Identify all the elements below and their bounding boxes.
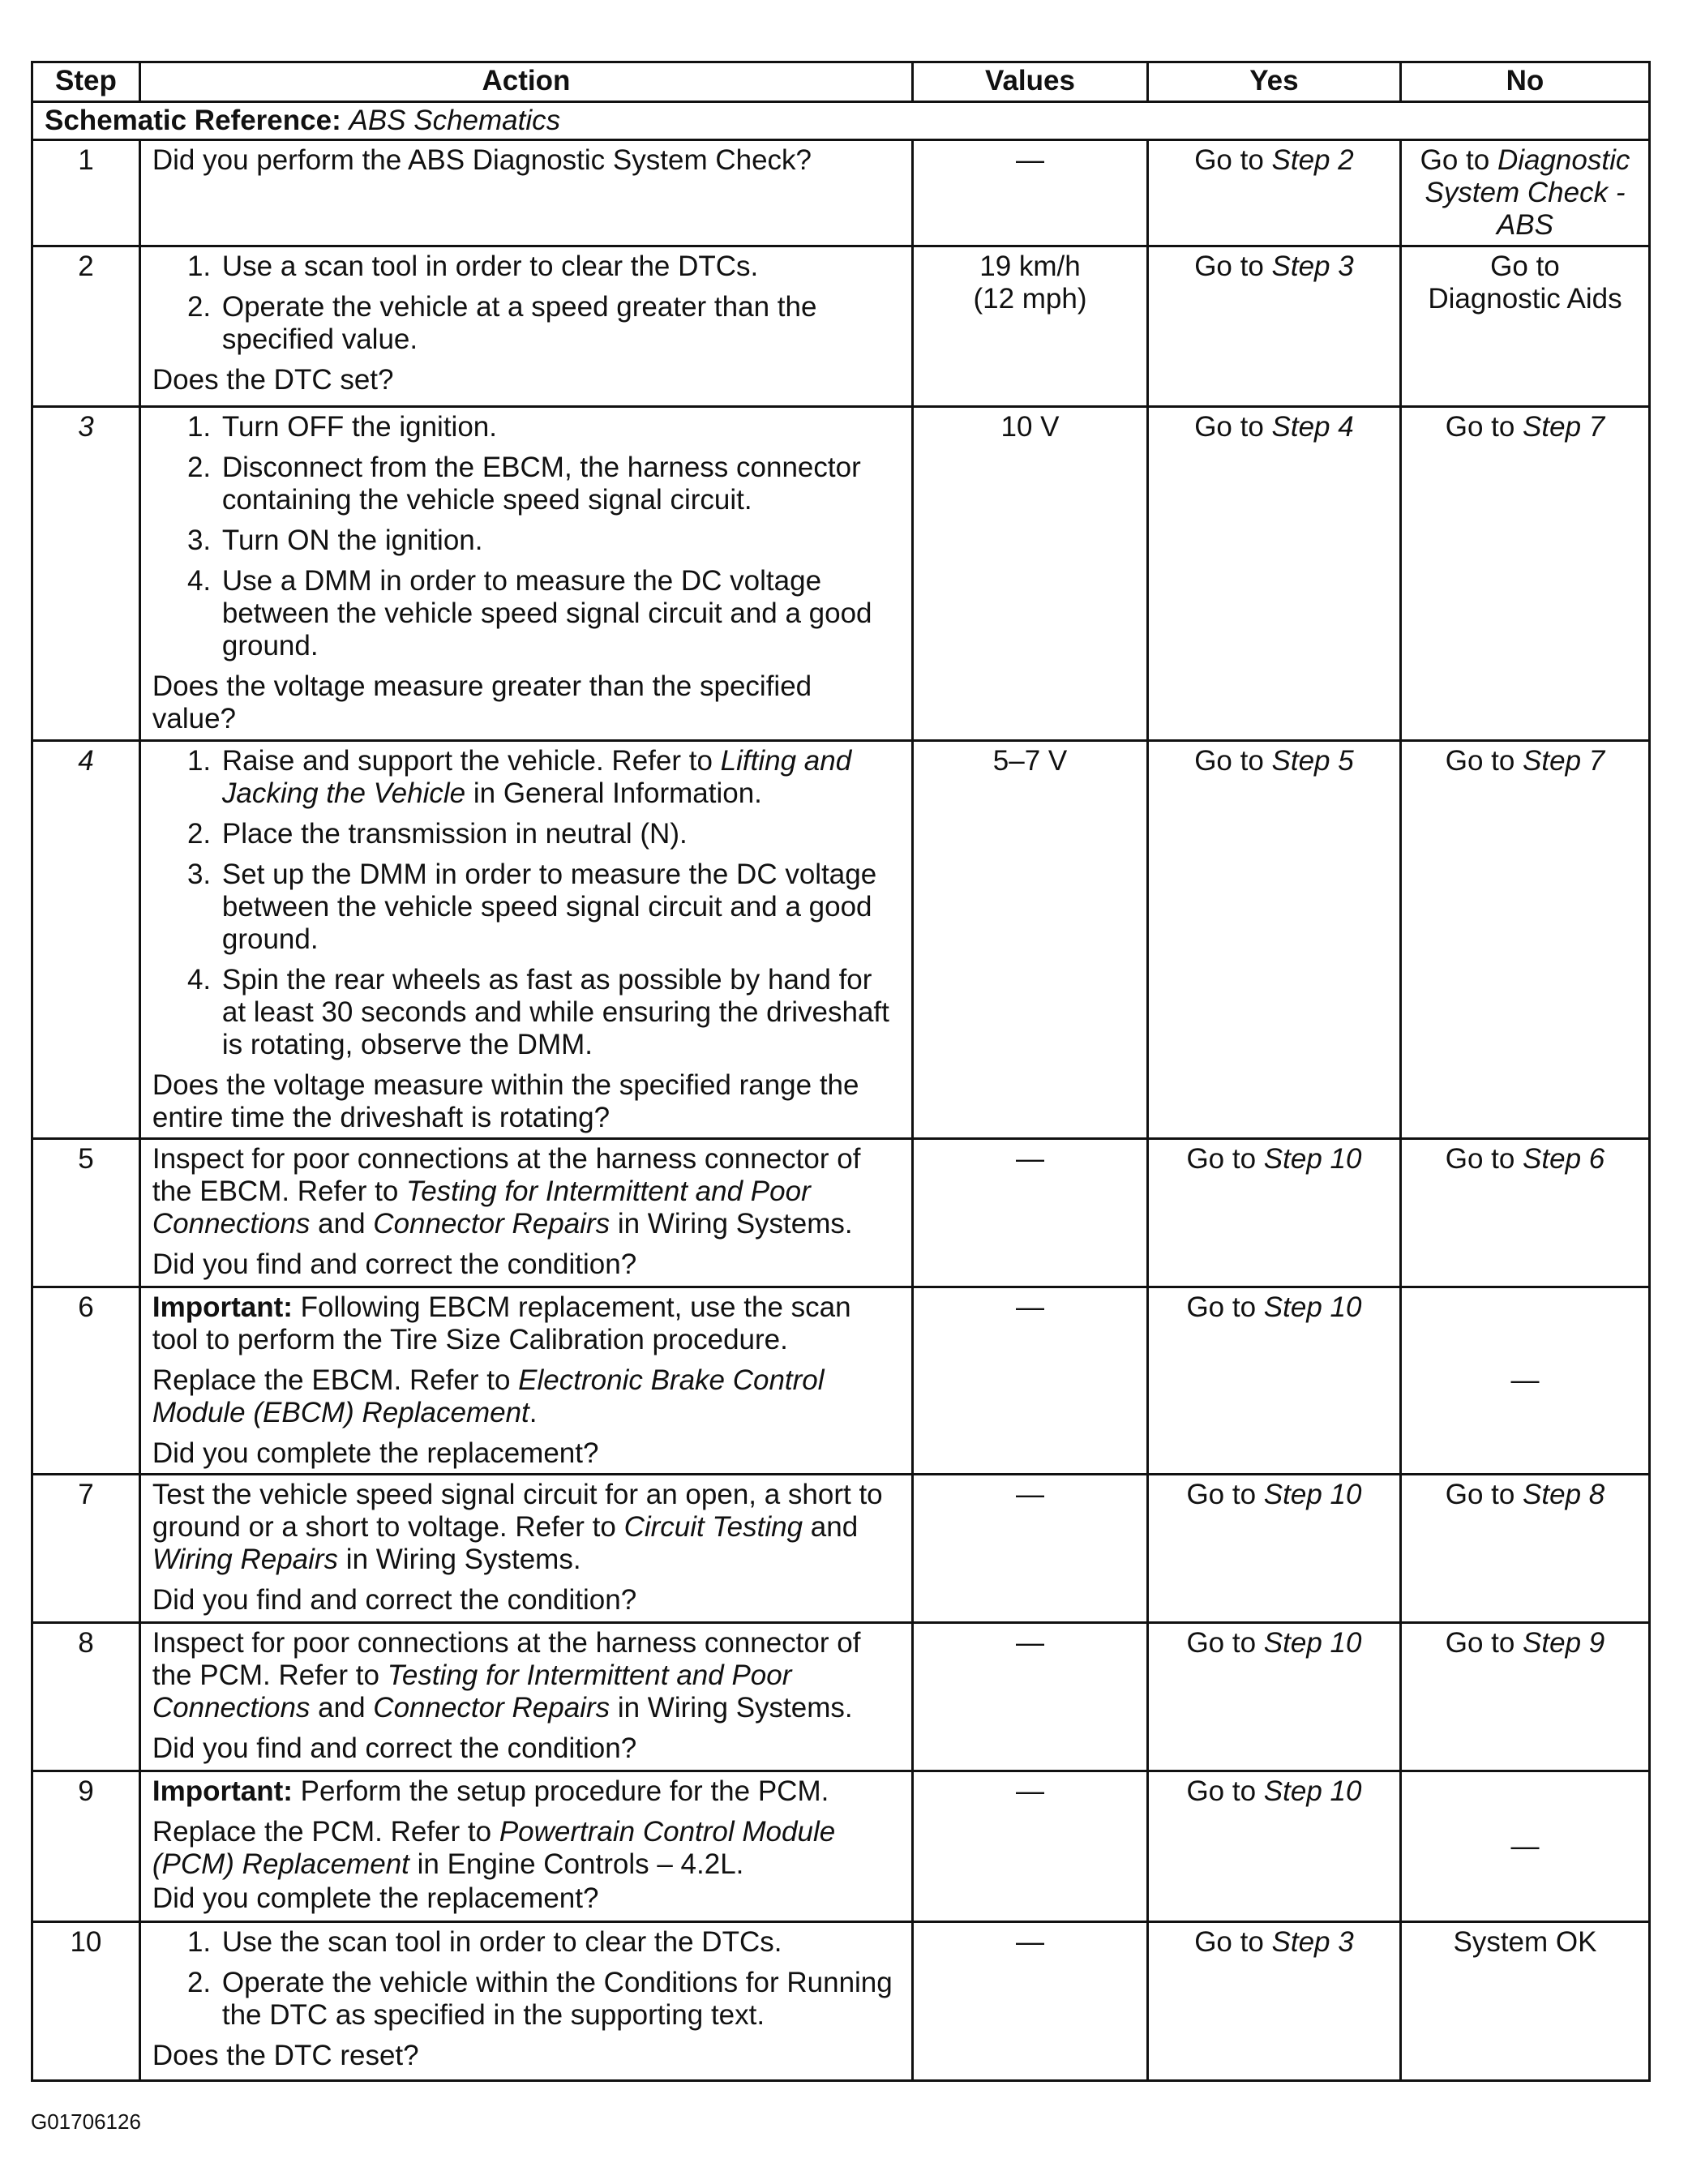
- step-number: 10: [32, 1922, 140, 2081]
- step-number: 5: [32, 1139, 140, 1287]
- yes-cell: [1147, 407, 1400, 741]
- table-row: [32, 1922, 1650, 2081]
- yes-cell: [1147, 1287, 1400, 1475]
- reference: Circuit Testing: [623, 1511, 803, 1543]
- question-text: Does the voltage measure within the specified range the entire time the driveshaft is rotating?: [152, 1069, 859, 1133]
- text: Inspect for poor connections at the harness connector of the EBCM. Refer to: [152, 1143, 861, 1207]
- no-prefix: Go to: [1445, 1479, 1523, 1510]
- yes-step-ref: Step 10: [1263, 1627, 1362, 1659]
- text: in Engine Controls – 4.2L.: [409, 1848, 744, 1880]
- action-steps: [152, 251, 900, 356]
- yes-step-ref: Step 3: [1271, 251, 1354, 282]
- no-cell: [1400, 1623, 1649, 1771]
- action-cell: [139, 1287, 912, 1475]
- table-row: [32, 140, 1650, 246]
- value-metric: 19 km/h: [979, 251, 1081, 282]
- schematic-label: Schematic Reference:: [45, 105, 341, 136]
- yes-cell: [1147, 1475, 1400, 1623]
- action-steps: [152, 411, 900, 662]
- text: in Wiring Systems.: [610, 1692, 853, 1724]
- yes-prefix: Go to: [1186, 1143, 1264, 1175]
- step-number: 2: [32, 246, 140, 407]
- yes-cell: [1147, 140, 1400, 246]
- action-text: [152, 1816, 900, 1881]
- schematic-reference: [32, 102, 1650, 140]
- no-step-ref: Step 7: [1523, 411, 1605, 443]
- header-no: No: [1400, 62, 1649, 102]
- values-cell: —: [913, 1287, 1148, 1475]
- action-step: 1. Turn OFF the ignition.: [219, 411, 900, 443]
- yes-prefix: Go to: [1186, 1291, 1264, 1323]
- text: and: [803, 1511, 859, 1543]
- figure-id: G01706126: [31, 2109, 141, 2134]
- action-step: 2. Disconnect from the EBCM, the harness connector containing the vehicle speed signal circuit.: [219, 452, 900, 516]
- table-row: [32, 741, 1650, 1139]
- reference: Testing for Intermittent and Poor Connections: [152, 1659, 792, 1724]
- text: Replace the PCM. Refer to: [152, 1816, 499, 1848]
- no-cell: [1400, 140, 1649, 246]
- important-note: [152, 1291, 900, 1356]
- yes-step-ref: Step 10: [1263, 1775, 1362, 1807]
- text: Perform the setup procedure for the PCM.: [292, 1775, 829, 1807]
- yes-prefix: Go to: [1194, 1926, 1272, 1958]
- yes-prefix: Go to: [1194, 144, 1272, 176]
- schematic-row: [32, 102, 1650, 140]
- table-row: [32, 1139, 1650, 1287]
- action-cell: [139, 140, 912, 246]
- action-text: [152, 1143, 900, 1240]
- values-cell: [913, 246, 1148, 407]
- value-imperial: (12 mph): [973, 283, 1087, 315]
- question-text: Did you find and correct the condition?: [152, 1584, 637, 1616]
- no-prefix: Go to: [1420, 144, 1497, 176]
- important-note: [152, 1775, 900, 1808]
- text: in Wiring Systems.: [610, 1208, 853, 1240]
- table-row: [32, 1771, 1650, 1922]
- action-step: 2. Operate the vehicle within the Conditions for Running the DTC as specified in the supporting text.: [219, 1967, 900, 2032]
- values-cell: —: [913, 1475, 1148, 1623]
- values-cell: —: [913, 1922, 1148, 2081]
- action-cell: [139, 1771, 912, 1922]
- yes-cell: [1147, 1771, 1400, 1922]
- header-yes: Yes: [1147, 62, 1400, 102]
- diagnostic-table: [31, 61, 1651, 2082]
- header-values: Values: [913, 62, 1148, 102]
- yes-cell: [1147, 1922, 1400, 2081]
- question-text: Did you find and correct the condition?: [152, 1732, 637, 1764]
- action-cell: [139, 1139, 912, 1287]
- action-steps: [152, 1926, 900, 2032]
- schematic-link: ABS Schematics: [349, 105, 561, 136]
- values-cell: —: [913, 1771, 1148, 1922]
- step-number: 6: [32, 1287, 140, 1475]
- yes-step-ref: Step 2: [1271, 144, 1354, 176]
- no-cell: [1400, 1475, 1649, 1623]
- no-cell: —: [1400, 1287, 1649, 1475]
- no-step-ref: Step 7: [1523, 745, 1605, 777]
- question-text: Does the DTC set?: [152, 364, 394, 396]
- text: Test the vehicle speed signal circuit for an open, a short to ground or a short to voltage. Refer to: [152, 1479, 883, 1543]
- question-text: Did you find and correct the condition?: [152, 1248, 637, 1280]
- no-cell: [1400, 741, 1649, 1139]
- table-row: [32, 246, 1650, 407]
- no-prefix: Go to: [1445, 1627, 1523, 1659]
- no-cell: [1400, 407, 1649, 741]
- no-cell: [1400, 1139, 1649, 1287]
- header-action: Action: [139, 62, 912, 102]
- action-step: 3. Set up the DMM in order to measure the DC voltage between the vehicle speed signal circuit and a good ground.: [219, 859, 900, 956]
- no-step-ref: Diagnostic System Check - ABS: [1425, 144, 1630, 241]
- text: Raise and support the vehicle. Refer to: [221, 745, 721, 777]
- reference: Electronic Brake Control Module (EBCM) Replacement: [152, 1364, 825, 1428]
- yes-cell: [1147, 246, 1400, 407]
- yes-step-ref: Step 5: [1271, 745, 1354, 777]
- text: in Wiring Systems.: [338, 1544, 581, 1575]
- important-label: Important:: [152, 1775, 293, 1807]
- action-step: 1. Use a scan tool in order to clear the DTCs.: [219, 251, 900, 283]
- no-step-ref: Step 9: [1523, 1627, 1605, 1659]
- action-step: 4. Spin the rear wheels as fast as possible by hand for at least 30 seconds and while ensuring the driveshaft is rotating, observe the DMM.: [219, 964, 900, 1061]
- reference: Testing for Intermittent and Poor Connections: [152, 1176, 811, 1240]
- action-cell: [139, 1623, 912, 1771]
- yes-cell: [1147, 1139, 1400, 1287]
- table-row: [32, 1623, 1650, 1771]
- reference: Wiring Repairs: [152, 1544, 339, 1575]
- action-step: 1. Use the scan tool in order to clear the DTCs.: [219, 1926, 900, 1959]
- action-cell: [139, 741, 912, 1139]
- text: .: [529, 1397, 538, 1428]
- action-cell: [139, 1922, 912, 2081]
- question-text: Did you complete the replacement?: [152, 1437, 599, 1469]
- no-prefix: Go to: [1445, 1143, 1523, 1175]
- yes-prefix: Go to: [1186, 1479, 1264, 1510]
- text: Replace the EBCM. Refer to: [152, 1364, 519, 1396]
- table-row: [32, 1475, 1650, 1623]
- action-text: [152, 1627, 900, 1724]
- yes-step-ref: Step 10: [1263, 1143, 1362, 1175]
- no-step-ref: Step 6: [1523, 1143, 1605, 1175]
- values-cell: —: [913, 140, 1148, 246]
- yes-step-ref: Step 4: [1271, 411, 1354, 443]
- action-step: 2. Place the transmission in neutral (N).: [219, 818, 900, 850]
- no-prefix: Go to: [1445, 745, 1523, 777]
- step-number: 7: [32, 1475, 140, 1623]
- yes-cell: [1147, 1623, 1400, 1771]
- header-step: Step: [32, 62, 140, 102]
- yes-cell: [1147, 741, 1400, 1139]
- text: Inspect for poor connections at the harness connector of the PCM. Refer to: [152, 1627, 861, 1691]
- yes-step-ref: Step 10: [1263, 1291, 1362, 1323]
- yes-prefix: Go to: [1186, 1627, 1264, 1659]
- reference: Connector Repairs: [373, 1692, 611, 1724]
- table-row: [32, 1287, 1650, 1475]
- action-step: [219, 745, 900, 810]
- action-cell: [139, 1475, 912, 1623]
- action-text: [152, 1364, 900, 1429]
- step-number: 4: [32, 741, 140, 1139]
- question-text: Does the DTC reset?: [152, 2040, 419, 2071]
- action-step: 2. Operate the vehicle at a speed greater than the specified value.: [219, 291, 900, 356]
- step-number: 8: [32, 1623, 140, 1771]
- question-text: Does the voltage measure greater than the specified value?: [152, 670, 812, 734]
- action-step: 3. Turn ON the ignition.: [219, 525, 900, 557]
- action-steps: [152, 745, 900, 1061]
- no-cell: —: [1400, 1771, 1649, 1922]
- step-number: 9: [32, 1771, 140, 1922]
- action-text: [152, 1479, 900, 1576]
- table-row: [32, 407, 1650, 741]
- important-label: Important:: [152, 1291, 293, 1323]
- no-cell: Go to Diagnostic Aids: [1400, 246, 1649, 407]
- no-prefix: Go to: [1445, 411, 1523, 443]
- text: and: [310, 1692, 374, 1724]
- values-cell: —: [913, 1623, 1148, 1771]
- text: in General Information.: [465, 777, 762, 809]
- values-cell: —: [913, 1139, 1148, 1287]
- step-number: 1: [32, 140, 140, 246]
- yes-step-ref: Step 3: [1271, 1926, 1354, 1958]
- question-text: Did you complete the replacement?: [152, 1882, 599, 1914]
- yes-prefix: Go to: [1194, 251, 1272, 282]
- reference: Lifting and Jacking the Vehicle: [221, 745, 852, 809]
- action-cell: [139, 246, 912, 407]
- text: Following EBCM replacement, use the scan tool to perform the Tire Size Calibration procedure.: [152, 1291, 851, 1355]
- header-row: [32, 62, 1650, 102]
- step-number: 3: [32, 407, 140, 741]
- action-cell: [139, 407, 912, 741]
- reference: Connector Repairs: [373, 1208, 611, 1240]
- question-text: Did you perform the ABS Diagnostic System Check?: [152, 144, 812, 176]
- no-cell: System OK: [1400, 1922, 1649, 2081]
- yes-prefix: Go to: [1194, 745, 1272, 777]
- values-cell: 5–7 V: [913, 741, 1148, 1139]
- no-step-ref: Step 8: [1523, 1479, 1605, 1510]
- values-cell: 10 V: [913, 407, 1148, 741]
- text: and: [310, 1208, 374, 1240]
- yes-step-ref: Step 10: [1263, 1479, 1362, 1510]
- yes-prefix: Go to: [1186, 1775, 1264, 1807]
- action-step: 4. Use a DMM in order to measure the DC voltage between the vehicle speed signal circuit and a good ground.: [219, 565, 900, 662]
- reference: Powertrain Control Module (PCM) Replacement: [152, 1816, 836, 1880]
- yes-prefix: Go to: [1194, 411, 1272, 443]
